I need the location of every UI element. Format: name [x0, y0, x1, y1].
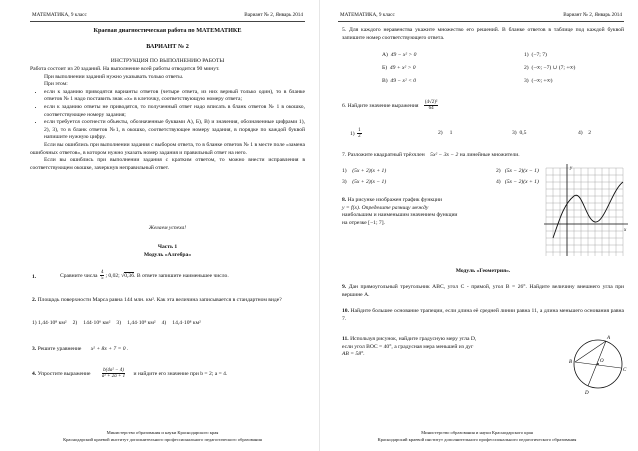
q6-option-1: [350, 128, 363, 139]
q5-letter: А): [382, 52, 388, 58]
q11-text: [342, 336, 562, 359]
q6-option-fraction: [357, 128, 362, 139]
q5-inequality: 49 + x² > 0: [389, 65, 416, 71]
instruction-p5: Если вы ошиблись при выполнении задания с кратким ответом, то можно внести исправления в соответствующем окошке, зачеркнув неправильный ответ.: [30, 157, 305, 171]
q1-number: 1.: [32, 274, 37, 280]
q4-number: 4.: [32, 370, 37, 377]
q6-frac-num: (4√2)²: [424, 100, 438, 105]
q11-line-1: [342, 336, 562, 344]
q2-option-4-num: 4): [161, 320, 167, 326]
q3-number: 3.: [32, 346, 37, 352]
q4-frac-num: b(4a² − 4): [103, 368, 124, 373]
q7-option-num: 1): [342, 168, 347, 174]
part-title: Часть 1: [157, 244, 178, 250]
q4-frac-den: a² + 2a + 1: [101, 374, 126, 380]
q5-row-c: [382, 78, 416, 84]
q5-answer-num: 1): [524, 52, 529, 58]
q6-option-4: [578, 130, 591, 136]
q1-tail: . В ответе запишите наименьшее число.: [134, 272, 229, 279]
q2-option-2-num: 2): [72, 320, 78, 326]
right-header-subject: МАТЕМАТИКА, 9 класс: [340, 12, 395, 18]
right-footer: [330, 429, 624, 443]
q8-number: 8.: [342, 197, 347, 203]
q6-option-num: 3): [512, 130, 517, 136]
q5-letter: В): [382, 78, 388, 84]
q7-option-1: [342, 168, 386, 174]
q6-option-3: [512, 130, 526, 136]
variant-title: ВАРИАНТ № 2: [146, 43, 189, 50]
q1-values: ; 0,02;: [105, 272, 120, 279]
q4-fraction: [102, 368, 125, 379]
q7-tail: на линейные множители.: [459, 152, 520, 158]
q6-option-num: 1): [350, 130, 355, 137]
q2-text: [32, 297, 305, 305]
q6-option-value: 2: [588, 130, 592, 136]
left-header-variant: Вариант № 2, Январь 2014: [244, 12, 303, 18]
q5-answer-set: (−7; 7): [531, 52, 547, 58]
q5-letter: Б): [382, 65, 388, 71]
q6-option-frac-den: 2: [358, 134, 361, 140]
instruction-p2: При выполнении заданий нужно указывать только ответы.: [44, 73, 184, 80]
q9-number: 9.: [342, 284, 347, 290]
q7-option-4: [496, 179, 539, 185]
right-header-rule: [338, 21, 624, 22]
q1-prompt: Сравните числа: [60, 272, 98, 279]
q7-expression: 5x² − 3x − 2: [430, 152, 459, 158]
instruction-bullets: [30, 89, 305, 142]
instruction-p3: При этом:: [44, 81, 68, 88]
q5-row-b: [382, 65, 416, 71]
q7-option-num: 2): [496, 168, 501, 174]
q7-prompt: 7. Разложите квадратный трёхчлен: [342, 152, 425, 158]
q8-line-2: y = f(x). Определите разницу между: [342, 204, 429, 211]
instruction-p1: Работа состоит из 20 заданий. На выполнение всей работы отводится 90 минут.: [30, 66, 220, 72]
q7-text: [342, 152, 624, 160]
q2-option-3: 1,44·10⁸ км²: [127, 320, 156, 326]
instruction-body: [30, 66, 305, 172]
label-a: A: [607, 336, 611, 341]
label-b: B: [569, 360, 573, 365]
right-footer-line1: Министерство образования и науки Краснодарского края: [421, 430, 533, 435]
circle-figure: [566, 332, 630, 396]
q11-line-2: если угол BOC = 40°, а градусная мера меньшей из дуг: [342, 343, 474, 350]
q5-text: 5. Для каждого неравенства укажите множество его решений. В бланке ответов в таблице под каждой буквой запишите номер соответствующего ответа.: [342, 27, 624, 41]
right-page: [319, 0, 638, 451]
left-footer: [20, 429, 305, 443]
q4-text: [32, 368, 305, 379]
label-d: D: [585, 391, 589, 396]
q1-text: [60, 270, 305, 281]
q5-answer-num: 3): [524, 78, 529, 84]
q5-answer-set: (−∞; +∞): [531, 78, 553, 84]
right-header-variant: Вариант № 2, Январь 2014: [563, 12, 622, 18]
q5-row-a: [382, 52, 416, 58]
instruction-heading: ИНСТРУКЦИЯ ПО ВЫПОЛНЕНИЮ РАБОТЫ: [110, 58, 225, 64]
q6-option-value: 0,5: [519, 130, 527, 136]
q1-frac-num: 4: [100, 270, 104, 275]
q7-option-value: (5x − 2)(x + 1): [504, 179, 539, 185]
sqrt-icon: √: [121, 272, 125, 279]
q3-equation: x² + 8x + 7 = 0 .: [90, 346, 129, 352]
q5-answer-1: [524, 52, 547, 58]
module-algebra-title: Модуль «Алгебра»: [143, 252, 192, 258]
q4-prompt: Упростите выражение: [37, 370, 91, 377]
q7-option-value: (5x − 2)(x − 1): [504, 168, 539, 174]
label-c: C: [623, 368, 627, 373]
left-header-subject: МАТЕМАТИКА, 9 класс: [32, 12, 87, 18]
left-header-rule: [30, 21, 305, 22]
q4-tail: и найдите его значение при b = 2; a = 4.: [133, 370, 228, 377]
bullet-item: • если к заданию приводятся варианты ответов (четыре ответа, из них верный только один), то в бланке ответов № 1 надо поставить знак «x» в клеточку, соответствующую номеру ответа;: [44, 89, 305, 104]
bullet-item: • если к заданию ответы не приводятся, то полученный ответ надо вписать в бланк ответов № 1 в окошко, соответствующее номеру задания;: [44, 104, 305, 119]
q2-option-4: 14,4·10⁸ км²: [172, 320, 201, 326]
q6-fraction: [424, 100, 439, 111]
q5-inequality: 49 − x² < 0: [390, 78, 417, 84]
q8-line-1: [342, 197, 542, 205]
graph-grid: [546, 168, 623, 256]
q2-option-1: 1) 1,44·10⁸ км²: [32, 320, 67, 326]
function-graph: [542, 160, 632, 260]
q6-option-frac-num: 1: [358, 128, 361, 133]
q10-text: [342, 308, 624, 323]
q8-line-1-text: На рисунке изображен график функции: [347, 197, 443, 203]
x-axis-label: x: [624, 228, 627, 233]
q7-option-value: (5x + 2)(x + 1): [352, 168, 387, 174]
q2-option-2: 144·10⁶ км²: [83, 320, 111, 326]
q11-line-3: AB = 58°.: [342, 351, 365, 358]
q6-option-num: 4): [578, 130, 583, 136]
module-geometry-title: Модуль «Геометрия».: [455, 268, 511, 274]
instruction-p4: Если вы ошиблись при выполнении задания с выбором ответа, то в бланке ответов № 1 в месте поле «замена ошибочных ответов», в котором нужно указать номер задания и правильный ответ на него.: [30, 141, 305, 156]
left-header: [32, 12, 303, 18]
y-axis-label: y: [570, 166, 573, 171]
q7-option-3: [342, 179, 386, 185]
wish-text: Желаем успеха!: [148, 225, 187, 231]
q7-option-value: (5x + 2)(x − 1): [352, 179, 387, 185]
q2-number: 2.: [32, 297, 37, 303]
q9-prompt: Дан прямоугольный треугольник ABC, угол C - прямой, угол B = 26°. Найдите величину внешнего угла при вершине A.: [342, 284, 624, 298]
right-footer-line2: Краснодарский краевой институт дополнительного профессионального педагогического образования: [377, 437, 577, 442]
q6-frac-den: 64: [428, 106, 434, 112]
q2-option-3-num: 3): [116, 320, 122, 326]
chord-bc: [575, 362, 621, 368]
q11-line-1-text: Используя рисунок, найдите градусную меру угла D,: [350, 336, 477, 342]
q7-option-num: 3): [342, 179, 347, 185]
q3-prompt: Решите уравнение: [37, 346, 82, 352]
q5-answer-2: [524, 65, 575, 71]
q3-text: [32, 346, 305, 354]
q10-number: 10.: [342, 308, 349, 314]
q1-fraction: [100, 270, 105, 281]
label-o: O: [600, 359, 604, 364]
left-footer-line2: Краснодарский краевой институт дополнительного профессионального педагогического образования: [63, 437, 262, 442]
bullet-item: • если требуется соотнести объекты, обозначенные буквами А), Б), В) и значения, обозначенные цифрами 1), 2), 3), то в бланк ответов №1, в окошко, соответствующее номеру задания, в порядке по каждой буквой напишите нужную цифру.: [44, 119, 305, 142]
q6-option-num: 2): [438, 130, 443, 136]
q9-text: [342, 284, 624, 299]
q5-inequality: 49 − x² > 0: [390, 52, 417, 58]
q1-frac-den: 5: [100, 276, 104, 282]
q5-answer-set: (−∞; −7) ∪ (7; +∞): [531, 65, 576, 71]
q6-option-value: 1: [449, 130, 453, 136]
left-footer-line1: Министерство образования и науки Краснодарского края: [106, 430, 219, 435]
q7-option-2: [496, 168, 539, 174]
q5-answer-num: 2): [524, 65, 529, 71]
q6-prompt: 6. Найдите значение выражения: [342, 102, 419, 109]
q7-option-num: 4): [496, 179, 501, 185]
right-header: [340, 12, 622, 18]
q8-line-3: наибольшим и наименьшим значением функции: [342, 212, 458, 219]
q2-options: [32, 320, 305, 328]
q6-option-2: [438, 130, 452, 136]
q8-line-4: на отрезке [−1; 7].: [342, 219, 385, 226]
q11-number: 11.: [342, 336, 349, 342]
q6-text: [342, 100, 624, 111]
q1-sqrt-value: 0,36: [124, 272, 135, 279]
q5-answer-3: [524, 78, 552, 84]
center-point: [597, 363, 599, 365]
work-title: Краевая диагностическая работа по МАТЕМАТИКЕ: [93, 27, 242, 34]
q8-text: [342, 197, 542, 227]
q10-prompt: Найдите большее основание трапеции, если длина её средней линии равна 11, а длина меньшего основания равна 7.: [342, 308, 624, 322]
q6-options: [320, 124, 638, 144]
q2-prompt: Площадь поверхности Марса равна 144 млн. км². Как эта величина записывается в стандартном виде?: [37, 297, 282, 303]
